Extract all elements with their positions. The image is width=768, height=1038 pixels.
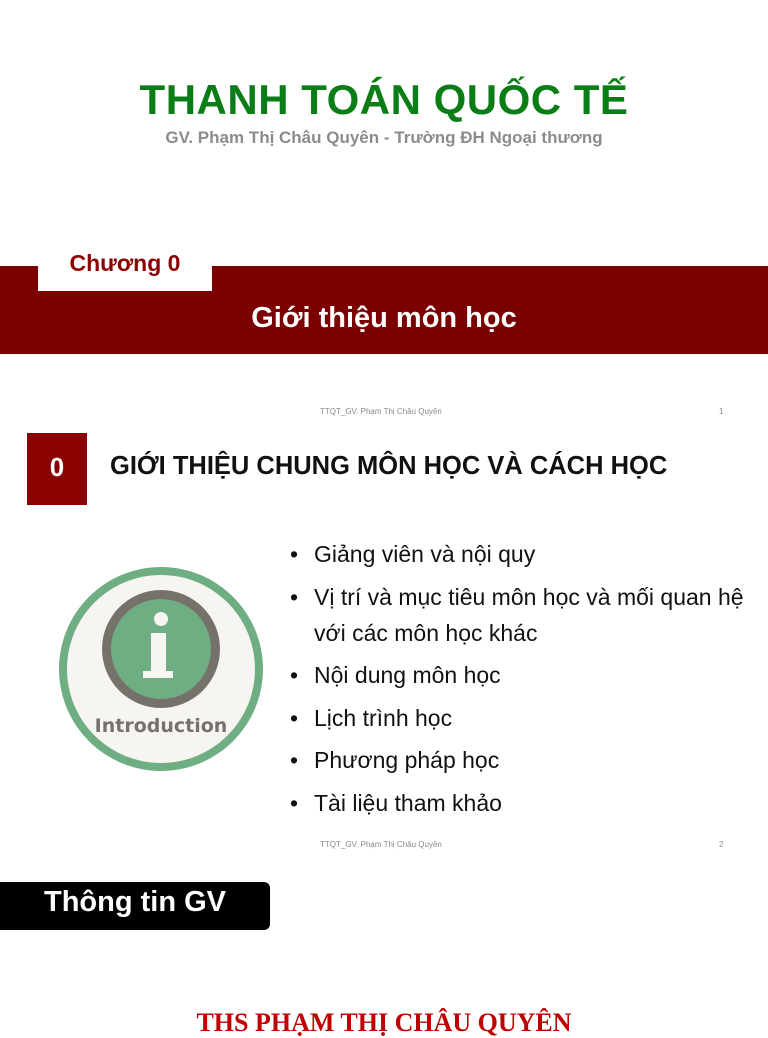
list-item	[290, 785, 750, 821]
info-introduction-icon	[55, 563, 267, 775]
slide-page-number: 1	[719, 407, 724, 416]
list-item	[290, 700, 750, 736]
section-number: 0	[49, 452, 65, 482]
slide-page-number: 2	[719, 840, 724, 849]
list-item	[290, 579, 750, 651]
course-title: THANH TOÁN QUỐC TẾ	[139, 76, 629, 123]
lecturer-name: THS PHẠM THỊ CHÂU QUYÊN	[196, 1008, 572, 1037]
bullet-text: Phương pháp học	[314, 747, 500, 773]
bullet-text: Vị trí và mục tiêu môn học và mối quan hệ với các môn học khác	[314, 583, 744, 646]
bullet-dot: •	[290, 583, 299, 610]
bullet-text: Lịch trình học	[314, 704, 453, 731]
info-dot	[154, 612, 168, 626]
bullet-dot: •	[290, 541, 299, 567]
list-item	[290, 536, 750, 572]
lecturer-info-heading: Thông tin GV	[43, 886, 226, 918]
bullet-dot: •	[290, 789, 299, 816]
slide-footer: TTQT_GV. Phạm Thị Châu Quyên	[320, 407, 442, 416]
bullet-dot: •	[290, 747, 299, 773]
bullet-text: Tài liệu tham khảo	[314, 789, 502, 816]
lecturer-subtitle: GV. Phạm Thị Châu Quyên - Trường ĐH Ngoại thương	[165, 128, 603, 147]
topic-list	[290, 536, 750, 827]
introduction-label: Introduction	[94, 715, 228, 737]
chapter-label: Chương 0	[69, 250, 181, 276]
bullet-dot: •	[290, 662, 299, 688]
bullet-dot: •	[290, 704, 299, 731]
slide-footer: TTQT_GV. Phạm Thị Châu Quyên	[320, 840, 442, 849]
bullet-text: Nội dung môn học	[314, 662, 501, 688]
list-item	[290, 742, 750, 778]
section-heading: GIỚI THIỆU CHUNG MÔN HỌC VÀ CÁCH HỌC	[110, 452, 668, 480]
bullet-text: Giảng viên và nội quy	[314, 541, 536, 567]
chapter-title: Giới thiệu môn học	[251, 302, 517, 334]
list-item	[290, 657, 750, 693]
